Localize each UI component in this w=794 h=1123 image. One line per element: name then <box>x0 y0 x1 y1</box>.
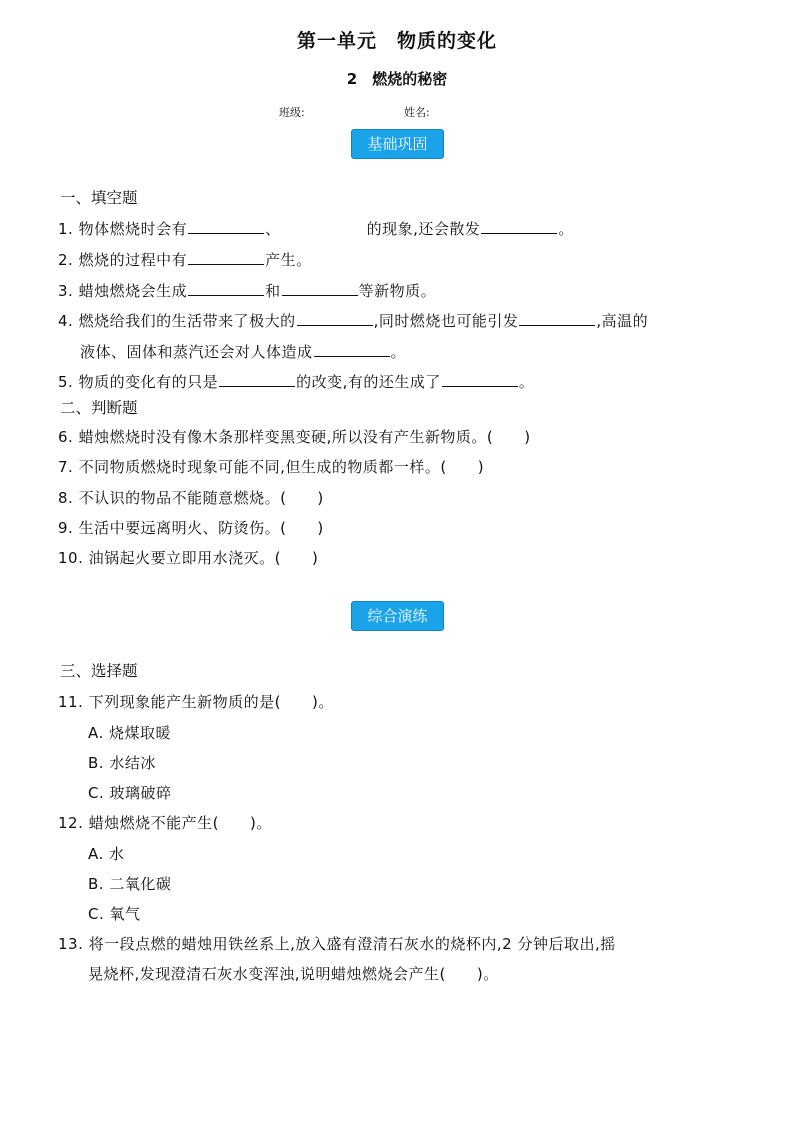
question-4-continued: 液体、固体和蒸汽还会对人体造成 。 <box>80 343 407 361</box>
option-11-a[interactable]: A. 烧煤取暖 <box>88 724 172 742</box>
basic-badge: 基础巩固 <box>351 129 444 159</box>
question-7: 7. 不同物质燃烧时现象可能不同,但生成的物质都一样。( ) <box>58 458 485 476</box>
answer-blank[interactable] <box>442 371 518 387</box>
name-label: 姓名: <box>404 106 430 119</box>
answer-blank[interactable] <box>188 249 264 265</box>
answer-blank[interactable] <box>219 371 295 387</box>
question-2: 2. 燃烧的过程中有 产生。 <box>58 251 312 269</box>
question-10: 10. 油锅起火要立即用水浇灭。( ) <box>58 549 319 567</box>
answer-blank[interactable] <box>314 341 390 357</box>
option-12-b[interactable]: B. 二氧化碳 <box>88 875 172 893</box>
option-12-c[interactable]: C. 氧气 <box>88 905 141 923</box>
option-12-a[interactable]: A. 水 <box>88 845 125 863</box>
section-fill: 一、填空题 <box>60 189 138 207</box>
question-4: 4. 燃烧给我们的生活带来了极大的 ,同时燃烧也可能引发 ,高温的 <box>58 312 649 330</box>
comprehensive-badge: 综合演练 <box>351 601 444 631</box>
answer-blank[interactable] <box>282 280 358 296</box>
question-5: 5. 物质的变化有的只是 的改变,有的还生成了 。 <box>58 373 535 391</box>
class-label: 班级: <box>279 106 305 119</box>
unit-title: 第一单元 物质的变化 <box>296 30 497 52</box>
question-13-continued: 晃烧杯,发现澄清石灰水变浑浊,说明蜡烛燃烧会产生( )。 <box>88 965 499 983</box>
answer-blank[interactable] <box>481 218 557 234</box>
answer-blank[interactable] <box>188 280 264 296</box>
question-8: 8. 不认识的物品不能随意燃烧。( ) <box>58 489 324 507</box>
question-1: 1. 物体燃烧时会有 、 的现象,还会散发 。 <box>58 220 574 238</box>
option-11-c[interactable]: C. 玻璃破碎 <box>88 784 172 802</box>
lesson-title: 2 燃烧的秘密 <box>346 70 448 88</box>
question-12: 12. 蜡烛燃烧不能产生( )。 <box>58 814 272 832</box>
question-11: 11. 下列现象能产生新物质的是( )。 <box>58 693 334 711</box>
question-3: 3. 蜡烛燃烧会生成 和 等新物质。 <box>58 282 437 300</box>
question-13: 13. 将一段点燃的蜡烛用铁丝系上,放入盛有澄清石灰水的烧杯内,2 分钟后取出,摇 <box>58 935 616 953</box>
question-6: 6. 蜡烛燃烧时没有像木条那样变黑变硬,所以没有产生新物质。( ) <box>58 428 531 446</box>
answer-blank[interactable] <box>519 310 595 326</box>
answer-blank[interactable] <box>297 310 373 326</box>
option-11-b[interactable]: B. 水结冰 <box>88 754 156 772</box>
answer-blank[interactable] <box>188 218 264 234</box>
question-9: 9. 生活中要远离明火、防烫伤。( ) <box>58 519 324 537</box>
section-choice: 三、选择题 <box>60 662 138 680</box>
section-judge: 二、判断题 <box>60 399 138 417</box>
